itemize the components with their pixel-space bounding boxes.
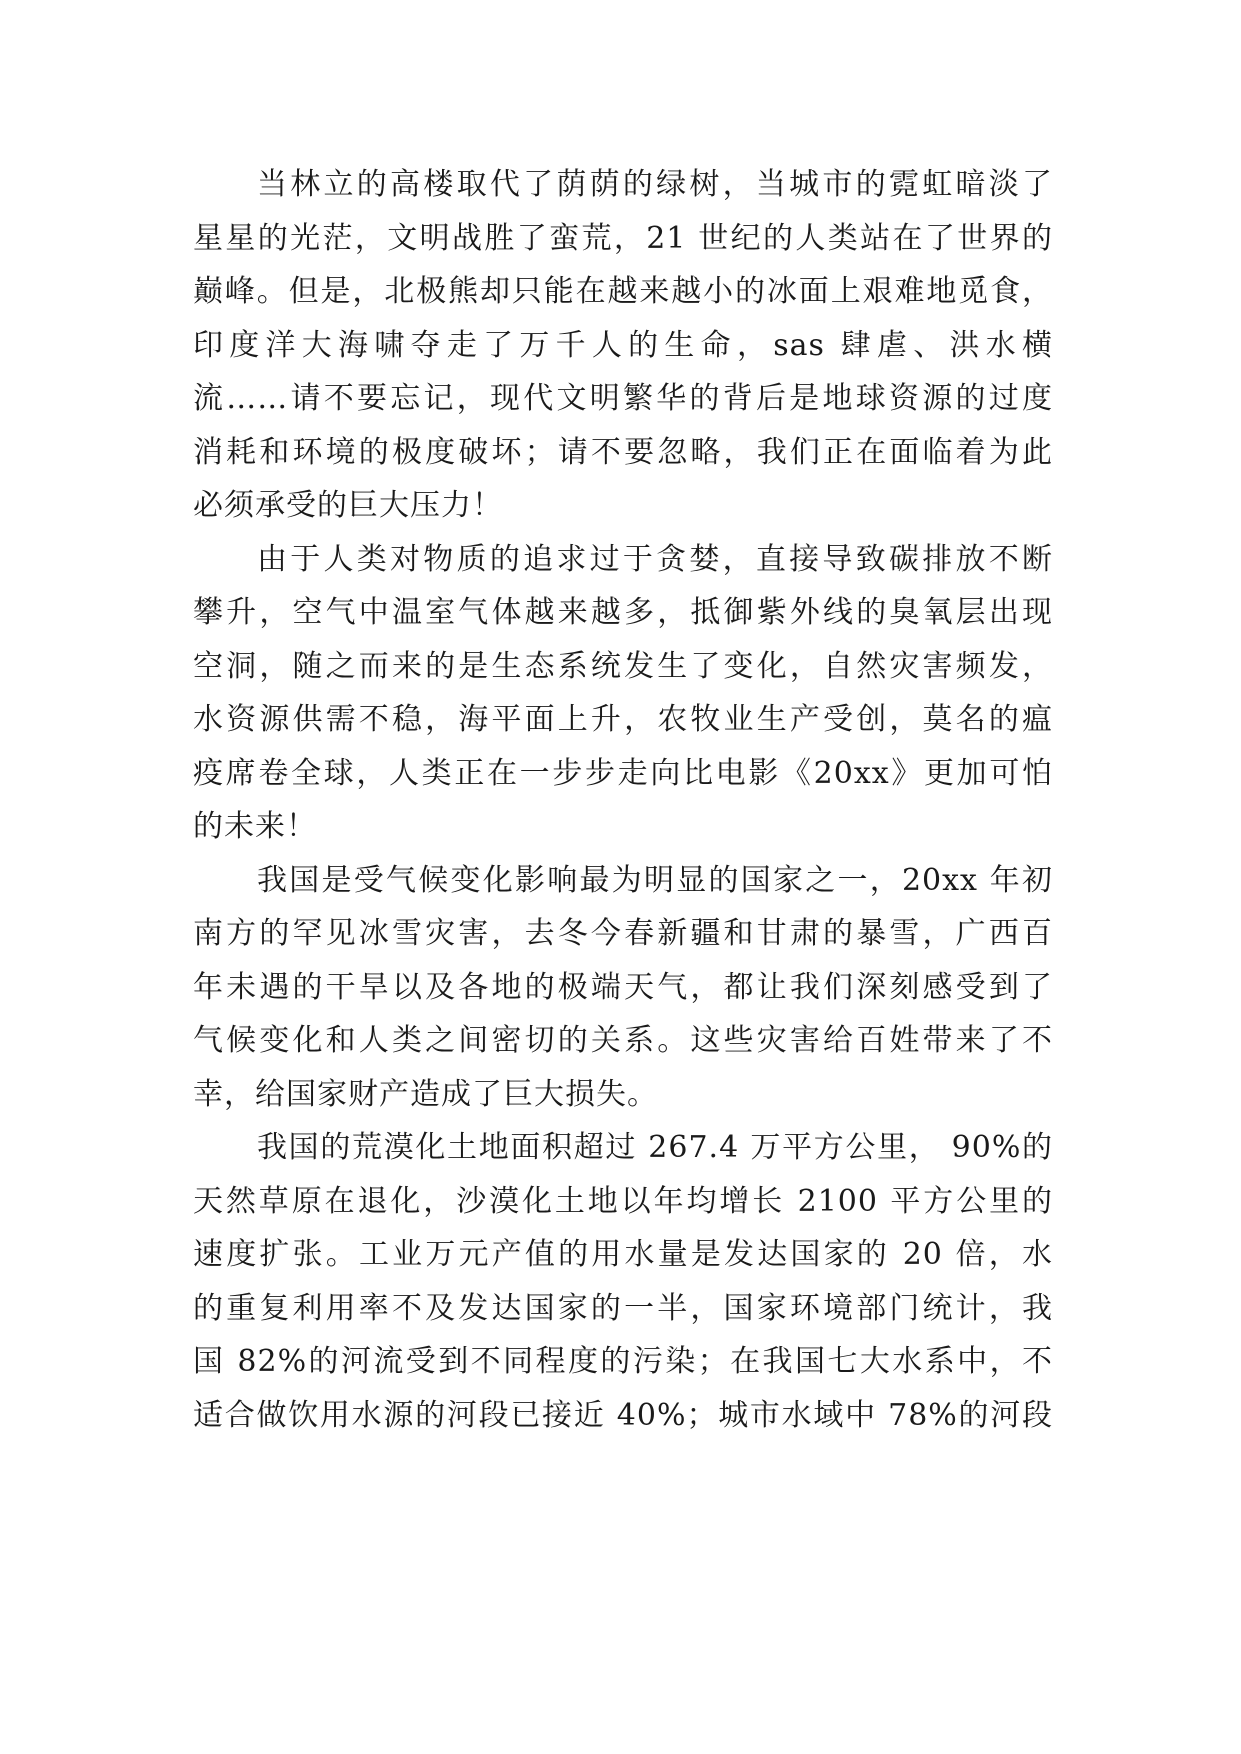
text-line: 消耗和环境的极度破坏；请不要忽略，我们正在面临着为此 — [193, 434, 1053, 470]
paragraph-3 — [193, 854, 1053, 1122]
text-line: 气候变化和人类之间密切的关系。这些灾害给百姓带来了不 — [193, 1023, 1053, 1058]
text-line: 我国是受气候变化影响最为明显的国家之一，20xx 年初 — [257, 862, 1053, 898]
text-line: 流……请不要忘记，现代文明繁华的背后是地球资源的过度 — [193, 381, 1053, 416]
text-line: 国 82%的河流受到不同程度的污染；在我国七大水系中，不 — [193, 1344, 1053, 1379]
text-line: 星星的光茫，文明战胜了蛮荒，21 世纪的人类站在了世界的 — [193, 220, 1053, 256]
text-line: 当林立的高楼取代了荫荫的绿树，当城市的霓虹暗淡了 — [257, 167, 1053, 202]
text-line: 水资源供需不稳，海平面上升，农牧业生产受创，莫名的瘟 — [193, 702, 1053, 737]
text-line: 的重复利用率不及发达国家的一半，国家环境部门统计，我 — [193, 1290, 1053, 1326]
text-line: 速度扩张。工业万元产值的用水量是发达国家的 20 倍，水 — [193, 1237, 1053, 1272]
text-line: 我国的荒漠化土地面积超过 267.4 万平方公里， 90%的 — [257, 1130, 1053, 1165]
text-line: 攀升，空气中温室气体越来越多，抵御紫外线的臭氧层出现 — [193, 595, 1053, 630]
text-line: 空洞，随之而来的是生态系统发生了变化，自然灾害频发， — [193, 648, 1053, 684]
paragraph-1 — [193, 158, 1053, 533]
text-line: 巅峰。但是，北极熊却只能在越来越小的冰面上艰难地觅食， — [193, 274, 1053, 309]
text-line: 的未来！ — [193, 809, 317, 844]
paragraph-4 — [193, 1121, 1053, 1442]
text-line: 疫席卷全球，人类正在一步步走向比电影《20xx》更加可怕 — [193, 755, 1053, 791]
text-line: 南方的罕见冰雪灾害，去冬今春新疆和甘肃的暴雪，广西百 — [193, 916, 1053, 951]
text-line: 天然草原在退化，沙漠化土地以年均增长 2100 平方公里的 — [193, 1183, 1053, 1219]
text-line: 由于人类对物质的追求过于贪婪，直接导致碳排放不断 — [257, 541, 1053, 577]
text-line: 年未遇的干旱以及各地的极端天气，都让我们深刻感受到了 — [193, 969, 1053, 1005]
document-body — [193, 158, 1053, 1442]
text-line: 适合做饮用水源的河段已接近 40%；城市水域中 78%的河段 — [193, 1397, 1053, 1433]
text-line: 印度洋大海啸夺走了万千人的生命，sas 肆虐、洪水横 — [193, 327, 1053, 363]
text-line: 必须承受的巨大压力！ — [193, 488, 503, 523]
text-line: 幸，给国家财产造成了巨大损失。 — [193, 1076, 658, 1112]
paragraph-2 — [193, 533, 1053, 854]
